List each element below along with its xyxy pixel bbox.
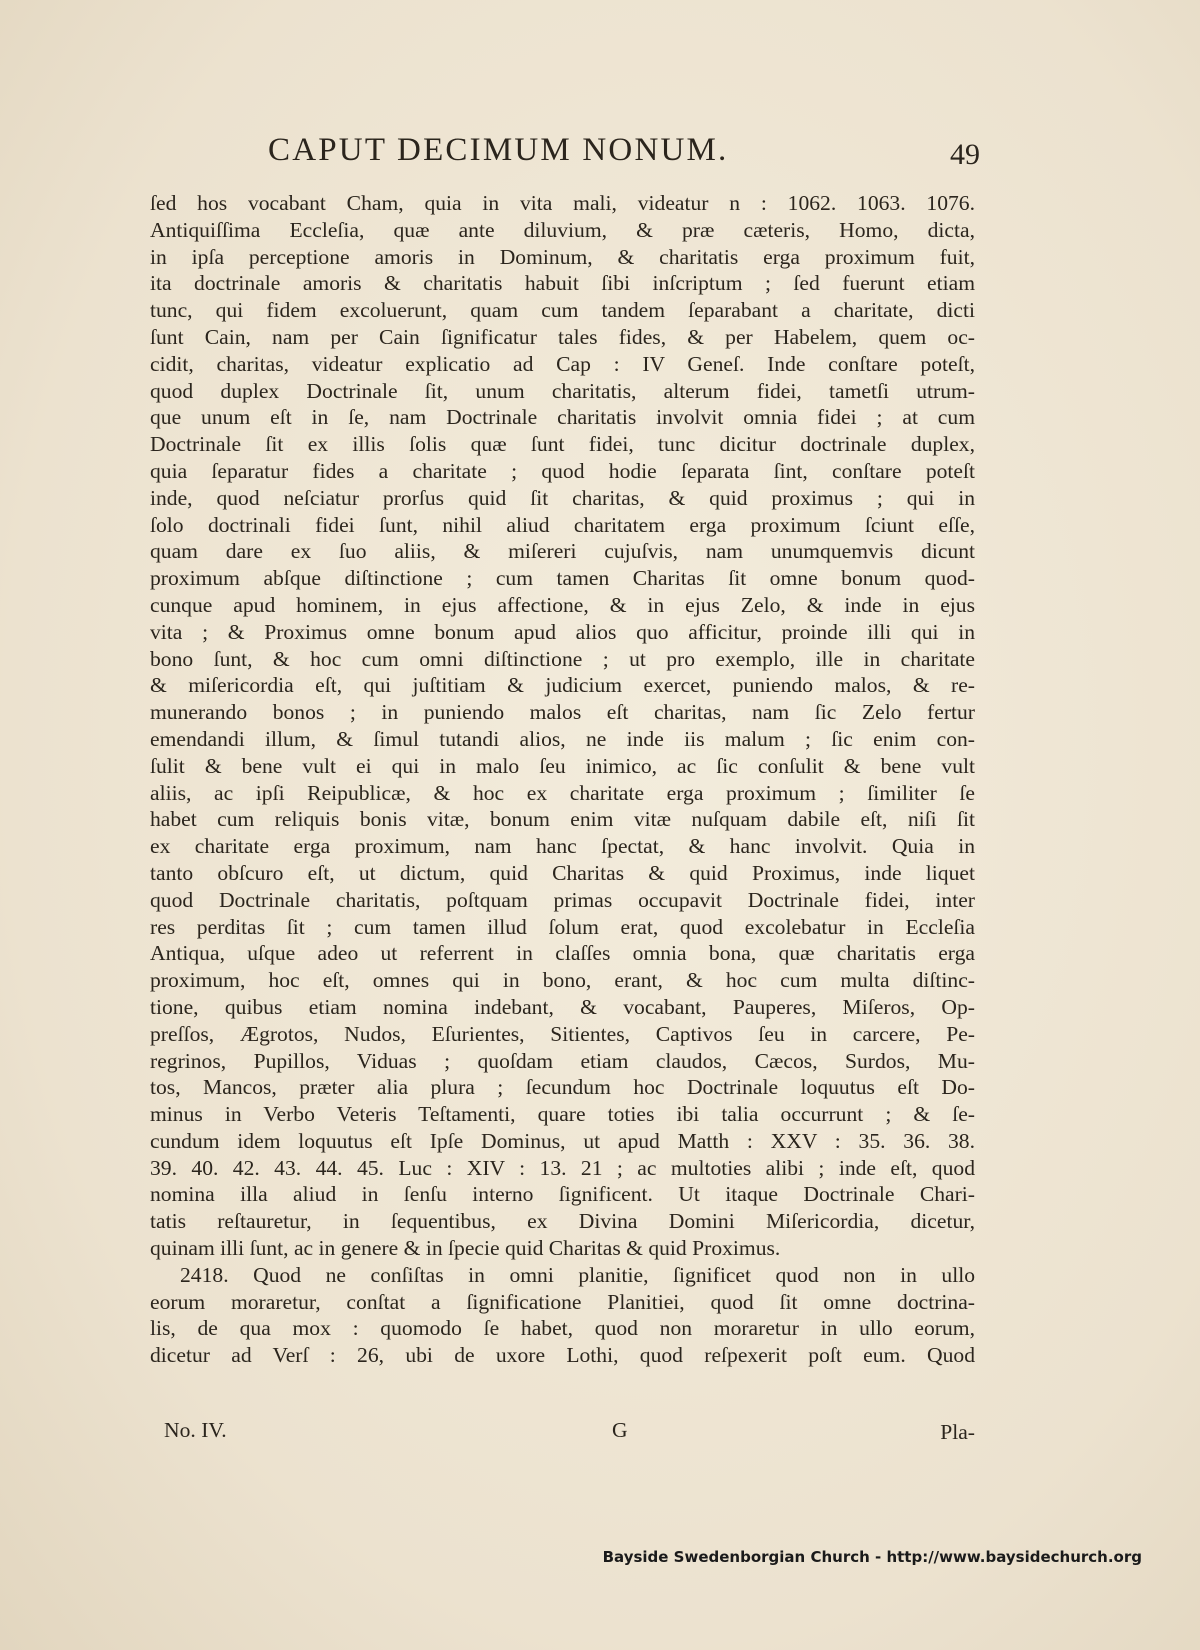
- text-line: inde, quod neſciatur prorſus quid ſit charitas, & quid proximus ; qui in: [150, 485, 975, 510]
- gathering-signature: G: [612, 1418, 628, 1442]
- text-line: quod duplex Doctrinale ſit, unum charitatis, alterum fidei, tametſi utrum-: [150, 378, 975, 403]
- text-line: quam dare ex ſuo aliis, & miſereri cujuſvis, nam unumquemvis dicunt: [150, 539, 975, 564]
- text-line: munerando bonos ; in puniendo malos eſt charitas, nam ſic Zelo fertur: [150, 700, 975, 725]
- text-line: tione, quibus etiam nomina indebant, & vocabant, Pauperes, Miſeros, Op-: [150, 994, 975, 1019]
- text-line: regrinos, Pupillos, Viduas ; quoſdam etiam claudos, Cæcos, Surdos, Mu-: [150, 1048, 975, 1073]
- text-line: tatis reſtauretur, in ſequentibus, ex Divina Domini Miſericordia, dicetur,: [150, 1209, 975, 1234]
- text-line: ſunt Cain, nam per Cain ſignificatur tales fides, & per Habelem, quem oc-: [150, 324, 975, 349]
- text-line: cundum idem loquutus eſt Ipſe Dominus, ut apud Matth : XXV : 35. 36. 38.: [150, 1128, 975, 1153]
- text-line: ſolo doctrinali fidei ſunt, nihil aliud charitatem erga proximum ſciunt eſſe,: [150, 512, 975, 537]
- text-line: Antiquiſſima Eccleſia, quæ ante diluvium, & præ cæteris, Homo, dicta,: [150, 217, 975, 242]
- text-line: que unum eſt in ſe, nam Doctrinale charitatis involvit omnia fidei ; at cum: [150, 405, 975, 430]
- chapter-title: CAPUT DECIMUM NONUM.: [268, 132, 729, 168]
- text-line: proximum, hoc eſt, omnes qui in bono, erant, & hoc cum multa diſtinc-: [150, 968, 975, 993]
- text-line: Antiqua, uſque adeo ut referrent in claſſes omnia bona, quæ charitatis erga: [150, 941, 975, 966]
- text-line: Doctrinale ſit ex illis ſolis quæ ſunt fidei, tunc dicitur doctrinale duplex,: [150, 432, 975, 457]
- text-line: habet cum reliquis bonis vitæ, bonum enim vitæ nuſquam dabile eſt, niſi ſit: [150, 807, 975, 832]
- source-watermark: Bayside Swedenborgian Church - http://www.baysidechurch.org: [602, 1548, 1142, 1566]
- page-footer: [150, 1418, 975, 1446]
- text-line: quod Doctrinale charitatis, poſtquam primas occupavit Doctrinale fidei, inter: [150, 887, 975, 912]
- text-line: lis, de qua mox : quomodo ſe habet, quod non moraretur in ullo eorum,: [150, 1316, 975, 1341]
- text-line: ex charitate erga proximum, nam hanc ſpectat, & hanc involvit. Quia in: [150, 834, 975, 859]
- text-line: 39. 40. 42. 43. 44. 45. Luc : XIV : 13. 21 ; ac multoties alibi ; inde eſt, quod: [150, 1155, 975, 1180]
- text-line: cunque apud hominem, in ejus affectione, & in ejus Zelo, & inde in ejus: [150, 592, 975, 617]
- catchword: Pla-: [940, 1420, 975, 1444]
- page-number: 49: [950, 138, 980, 171]
- text-line: preſſos, Ægrotos, Nudos, Eſurientes, Sitientes, Captivos ſeu in carcere, Pe-: [150, 1021, 975, 1046]
- text-line: cidit, charitas, videatur explicatio ad Cap : IV Geneſ. Inde conſtare poteſt,: [150, 351, 975, 376]
- text-line: proximum abſque diſtinctione ; cum tamen Charitas ſit omne bonum quod-: [150, 566, 975, 591]
- text-line: vita ; & Proximus omne bonum apud alios quo afficitur, proinde illi qui in: [150, 619, 975, 644]
- text-line: ſed hos vocabant Cham, quia in vita mali, videatur n : 1062. 1063. 1076.: [150, 191, 975, 215]
- text-line: dicetur ad Verſ : 26, ubi de uxore Lothi, quod reſpexerit poſt eum. Quod: [150, 1343, 975, 1368]
- text-line: minus in Verbo Veteris Teſtamenti, quare toties ibi talia occurrunt ; & ſe-: [150, 1102, 975, 1127]
- text-line: tanto obſcuro eſt, ut dictum, quid Charitas & quid Proximus, inde liquet: [150, 860, 975, 885]
- text-line: tunc, qui fidem excoluerunt, quam cum tandem ſeparabant a charitate, dicti: [150, 298, 975, 323]
- text-line: aliis, ac ipſi Reipublicæ, & hoc ex charitate erga proximum ; ſimiliter ſe: [150, 780, 975, 805]
- text-line: emendandi illum, & ſimul tutandi alios, ne inde iis malum ; ſic enim con-: [150, 726, 975, 751]
- text-line: ſulit & bene vult ei qui in malo ſeu inimico, ac ſic conſulit & bene vult: [150, 753, 975, 778]
- running-header: [150, 132, 980, 178]
- text-line: 2418. Quod ne conſiſtas in omni planitie, ſignificet quod non in ullo: [180, 1262, 975, 1287]
- text-line: tos, Mancos, præter alia plura ; ſecundum hoc Doctrinale loquutus eſt Do-: [150, 1075, 975, 1100]
- text-line: in ipſa perceptione amoris in Dominum, & charitatis erga proximum fuit,: [150, 244, 975, 269]
- body-text: [150, 190, 975, 1369]
- text-line: quia ſeparatur fides a charitate ; quod hodie ſeparata ſint, conſtare poteſt: [150, 458, 975, 483]
- text-line: & miſericordia eſt, qui juſtitiam & judicium exercet, puniendo malos, & re-: [150, 673, 975, 698]
- text-line: res perditas ſit ; cum tamen illud ſolum erat, quod excolebatur in Eccleſia: [150, 914, 975, 939]
- text-line: bono ſunt, & hoc cum omni diſtinctione ; ut pro exemplo, ille in charitate: [150, 646, 975, 671]
- text-line: eorum moraretur, conſtat a ſignificatione Planitiei, quod ſit omne doctrina-: [150, 1289, 975, 1314]
- text-line: quinam illi ſunt, ac in genere & in ſpecie quid Charitas & quid Proximus.: [150, 1236, 781, 1261]
- volume-signature: No. IV.: [164, 1418, 227, 1442]
- text-line: ita doctrinale amoris & charitatis habuit ſibi inſcriptum ; ſed fuerunt etiam: [150, 271, 975, 296]
- text-line: nomina illa aliud in ſenſu interno ſignificent. Ut itaque Doctrinale Chari-: [150, 1182, 975, 1207]
